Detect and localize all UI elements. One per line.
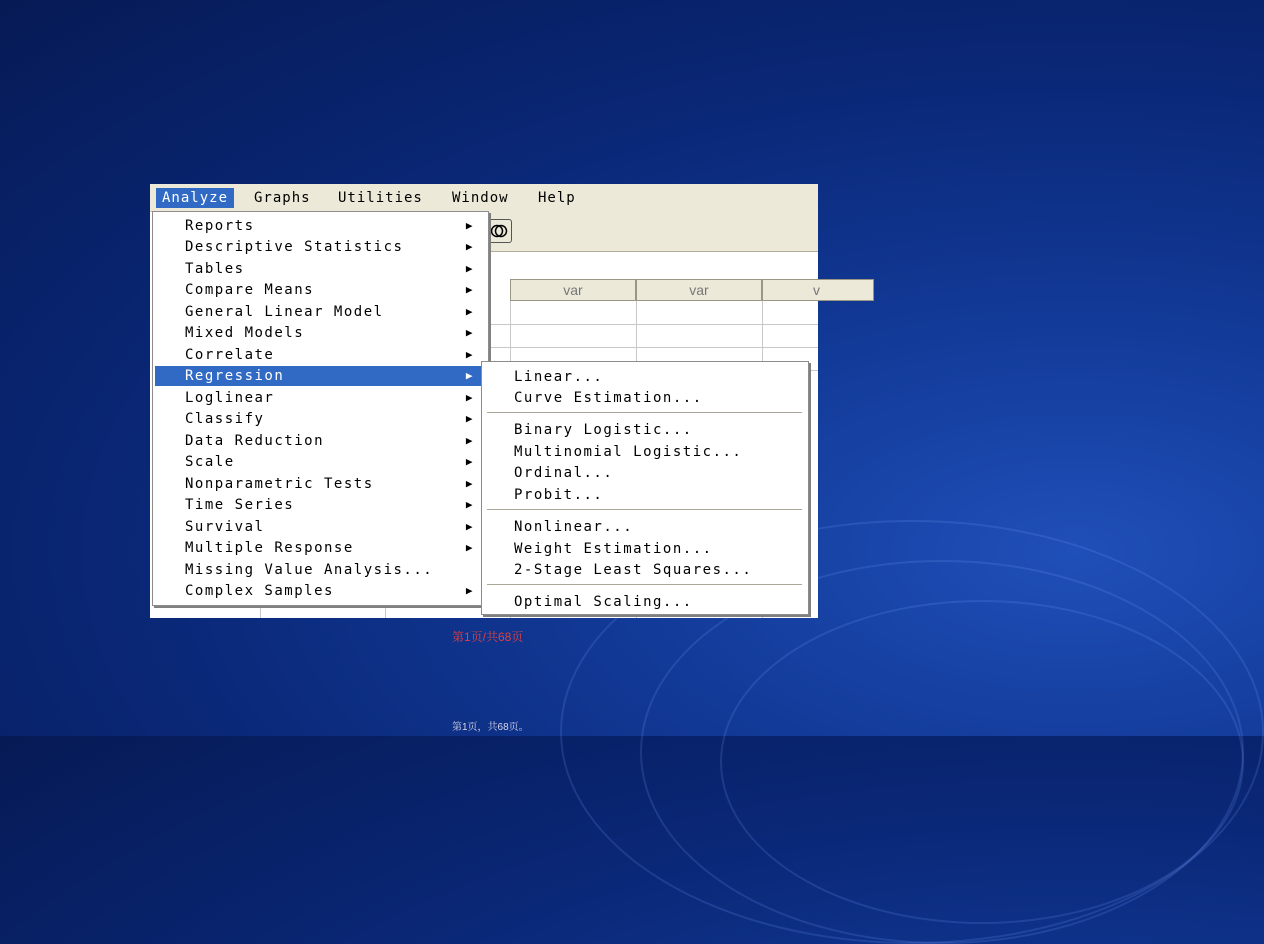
menu-item-multiple-response[interactable]: Multiple Response ▶ [185,540,474,556]
toolbar-button[interactable] [486,219,512,243]
submenu-item-binary-logistic[interactable]: Binary Logistic... [514,422,693,438]
menu-item-correlate[interactable]: Correlate ▶ [185,347,474,363]
menu-item-compare-means[interactable]: Compare Means ▶ [185,282,474,298]
spss-screenshot [150,184,818,618]
page-watermark: 第1页，共68页。 [452,722,529,733]
menu-item-nonparametric-tests[interactable]: Nonparametric Tests ▶ [185,476,474,492]
arrow-right-icon: ▶ [465,520,474,533]
grid-line [480,324,818,325]
arrow-right-icon: ▶ [465,348,474,361]
column-header[interactable]: var [510,279,636,301]
menu-graphs[interactable]: Graphs [254,190,311,206]
arrow-right-icon: ▶ [465,477,474,490]
submenu-item-probit[interactable]: Probit... [514,487,604,503]
arrow-right-icon: ▶ [465,455,474,468]
menu-item-regression[interactable]: Regression ▶ [155,366,486,386]
arrow-right-icon: ▶ [465,283,474,296]
arrow-right-icon: ▶ [465,240,474,253]
arrow-right-icon: ▶ [465,391,474,404]
arrow-right-icon: ▶ [465,219,474,232]
regression-submenu [481,361,809,615]
arrow-right-icon: ▶ [465,584,474,597]
submenu-item-ordinal[interactable]: Ordinal... [514,465,614,481]
background-curve [720,600,1244,924]
menu-item-tables[interactable]: Tables ▶ [185,261,474,277]
menu-window[interactable]: Window [452,190,509,206]
menu-item-general-linear-model[interactable]: General Linear Model ▶ [185,304,474,320]
page-number: 第1页/共68页 [452,630,524,644]
toolbar [480,211,818,252]
analyze-menu [152,211,489,606]
column-header[interactable]: var [636,279,762,301]
menu-separator [487,509,802,511]
menu-utilities[interactable]: Utilities [338,190,423,206]
arrow-right-icon: ▶ [465,541,474,554]
grid-line [385,604,386,618]
menu-item-time-series[interactable]: Time Series ▶ [185,497,474,513]
menu-separator [487,584,802,586]
submenu-item-linear[interactable]: Linear... [514,369,604,385]
menu-item-survival[interactable]: Survival ▶ [185,519,474,535]
menu-item-reports[interactable]: Reports ▶ [185,218,474,234]
menu-item-complex-samples[interactable]: Complex Samples ▶ [185,583,474,599]
menu-separator [487,412,802,414]
arrow-right-icon: ▶ [465,305,474,318]
arrow-right-icon: ▶ [465,262,474,275]
submenu-item-2-stage-least-squares[interactable]: 2-Stage Least Squares... [514,562,753,578]
menu-item-descriptive-statistics[interactable]: Descriptive Statistics ▶ [185,239,474,255]
menu-item-missing-value-analysis[interactable]: Missing Value Analysis... [185,562,434,578]
submenu-item-optimal-scaling[interactable]: Optimal Scaling... [514,594,693,610]
grid-line [260,604,261,618]
arrow-right-icon: ▶ [465,434,474,447]
circles-icon [490,223,508,239]
arrow-right-icon: ▶ [465,412,474,425]
menu-bar [150,184,818,212]
menu-item-scale[interactable]: Scale ▶ [185,454,474,470]
arrow-right-icon: ▶ [465,498,474,511]
grid-column-headers [480,279,818,301]
submenu-item-weight-estimation[interactable]: Weight Estimation... [514,541,713,557]
column-header[interactable]: v [762,279,874,301]
submenu-item-multinomial-logistic[interactable]: Multinomial Logistic... [514,444,743,460]
arrow-right-icon: ▶ [465,326,474,339]
menu-item-classify[interactable]: Classify ▶ [185,411,474,427]
menu-item-data-reduction[interactable]: Data Reduction ▶ [185,433,474,449]
grid-line [480,347,818,348]
menu-analyze[interactable]: Analyze [156,188,234,208]
menu-item-mixed-models[interactable]: Mixed Models ▶ [185,325,474,341]
submenu-item-nonlinear[interactable]: Nonlinear... [514,519,634,535]
submenu-item-curve-estimation[interactable]: Curve Estimation... [514,390,703,406]
menu-item-loglinear[interactable]: Loglinear ▶ [185,390,474,406]
arrow-right-icon: ▶ [465,369,474,382]
menu-help[interactable]: Help [538,190,576,206]
